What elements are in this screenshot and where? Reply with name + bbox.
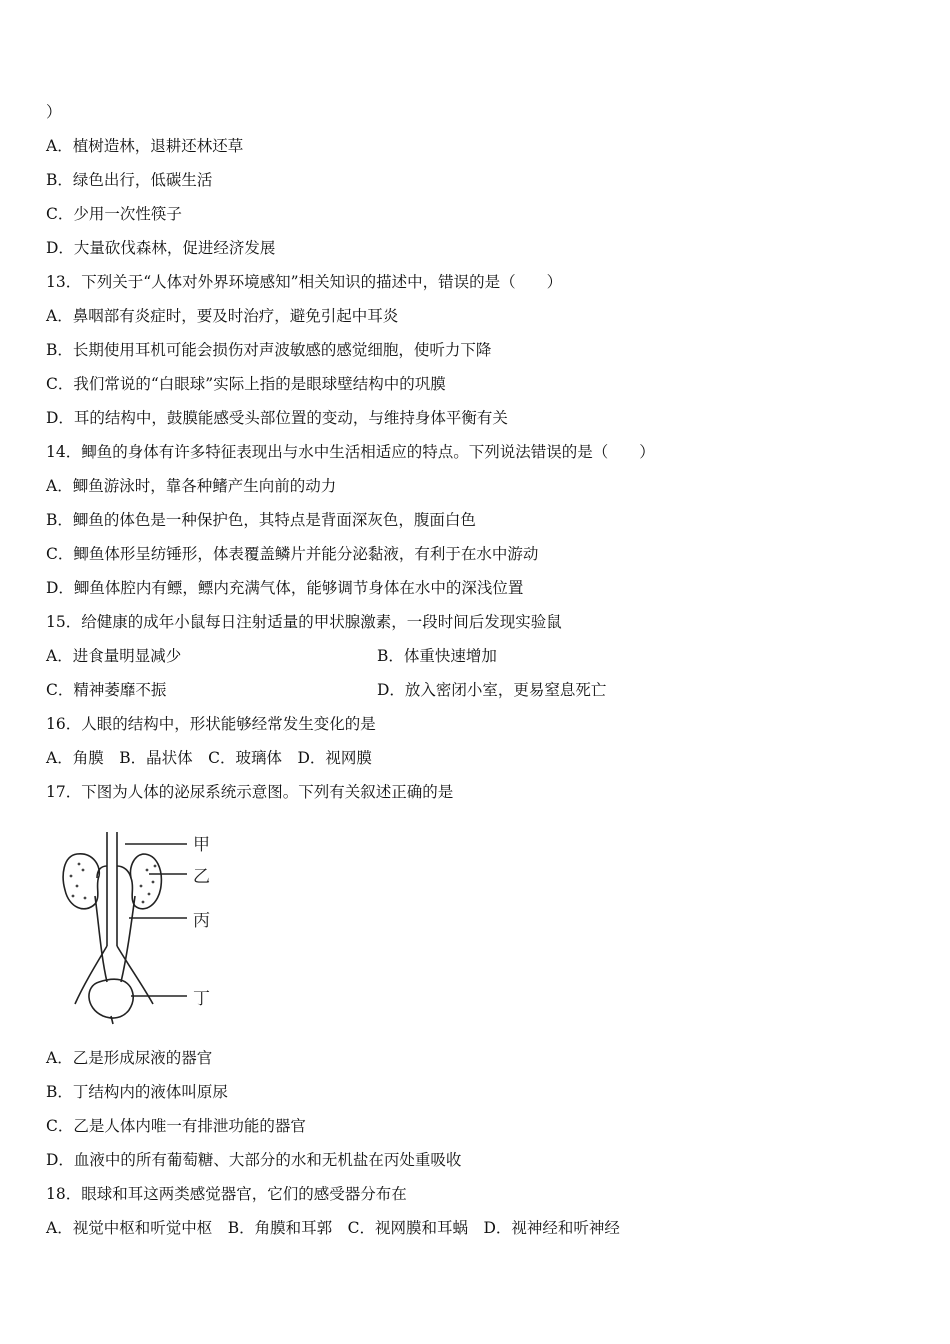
q12-option-b: B．绿色出行，低碳生活	[46, 171, 213, 189]
q12-option-d: D．大量砍伐森林，促进经济发展	[46, 239, 276, 257]
q15-option-b: B．体重快速增加	[377, 647, 497, 665]
label-yi: 乙	[193, 867, 210, 887]
left-ureter	[95, 896, 107, 982]
q15-option-c: C．精神萎靡不振	[46, 681, 167, 699]
q12-option-c: C．少用一次性筷子	[46, 205, 182, 223]
q13-option-d: D．耳的结构中，鼓膜能感受头部位置的变动，与维持身体平衡有关	[46, 409, 508, 427]
urinary-system-diagram	[55, 826, 225, 1026]
q14-option-b: B．鲫鱼的体色是一种保护色，其特点是背面深灰色，腹面白色	[46, 511, 476, 529]
left-iliac	[75, 946, 107, 1004]
q17-option-a: A．乙是形成尿液的器官	[46, 1049, 213, 1067]
q18-options: A．视觉中枢和听觉中枢 B．角膜和耳郭 C．视网膜和耳蜗 D．视神经和听神经	[46, 1219, 620, 1237]
q13-option-c: C．我们常说的“白眼球”实际上指的是眼球壁结构中的巩膜	[46, 375, 446, 393]
q14-option-c: C．鲫鱼体形呈纺锤形，体表覆盖鳞片并能分泌黏液，有利于在水中游动	[46, 545, 539, 563]
right-ureter	[121, 896, 135, 982]
q14-option-d: D．鲫鱼体腔内有鳔，鳔内充满气体，能够调节身体在水中的深浅位置	[46, 579, 524, 597]
q17-option-d: D．血液中的所有葡萄糖、大部分的水和无机盐在丙处重吸收	[46, 1151, 462, 1169]
label-jia: 甲	[193, 835, 210, 855]
q16-options: A．角膜 B．晶状体 C．玻璃体 D．视网膜	[46, 749, 372, 767]
q14-stem: 14．鲫鱼的身体有许多特征表现出与水中生活相适应的特点。下列说法错误的是（ ）	[46, 443, 655, 461]
q17-stem: 17．下图为人体的泌尿系统示意图。下列有关叙述正确的是	[46, 783, 454, 801]
vessel-branch-right	[117, 866, 131, 878]
q13-option-a: A．鼻咽部有炎症时，要及时治疗，避免引起中耳炎	[46, 307, 399, 325]
bladder	[89, 979, 133, 1018]
q12-option-a: A．植树造林，退耕还林还草	[46, 137, 244, 155]
q15-stem: 15．给健康的成年小鼠每日注射适量的甲状腺激素，一段时间后发现实验鼠	[46, 613, 562, 631]
q13-option-b: B．长期使用耳机可能会损伤对声波敏感的感觉细胞，使听力下降	[46, 341, 492, 359]
q17-option-b: B．丁结构内的液体叫原尿	[46, 1083, 228, 1101]
q13-stem: 13．下列关于“人体对外界环境感知”相关知识的描述中，错误的是（ ）	[46, 273, 563, 291]
text-line-close-paren: ）	[46, 103, 62, 121]
q16-stem: 16．人眼的结构中，形状能够经常发生变化的是	[46, 715, 376, 733]
q18-stem: 18．眼球和耳这两类感觉器官，它们的感受器分布在	[46, 1185, 407, 1203]
q15-option-a: A．进食量明显减少	[46, 647, 182, 665]
urethra	[111, 1016, 113, 1024]
left-kidney	[63, 854, 99, 909]
label-ding: 丁	[193, 989, 210, 1009]
label-bing: 丙	[193, 911, 210, 931]
q15-option-d: D．放入密闭小室，更易窒息死亡	[377, 681, 607, 699]
q14-option-a: A．鲫鱼游泳时，靠各种鳍产生向前的动力	[46, 477, 337, 495]
q17-option-c: C．乙是人体内唯一有排泄功能的器官	[46, 1117, 306, 1135]
